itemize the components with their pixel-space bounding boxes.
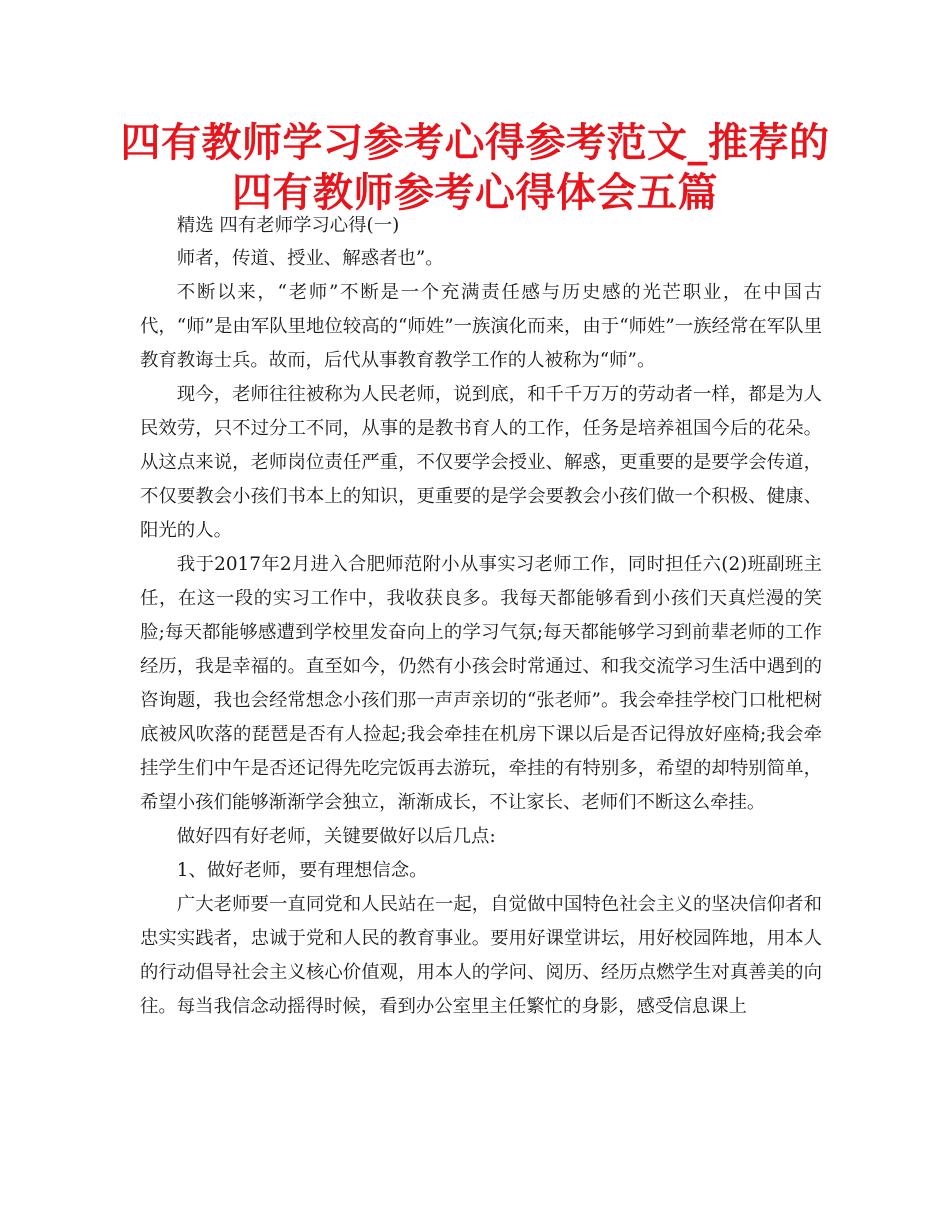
document-body <box>140 212 822 1024</box>
paragraph: 我于2017年2月进入合肥师范附小从事实习老师工作，同时担任六(2)班副班主任，在这一段的实习工作中，我收获良多。我每天都能够看到小孩们天真烂漫的笑脸;每天都能够感遭到学校里发奋向上的学习气氛;每天都能够学习到前辈老师的工作经历，我是幸福的。直至如今，仍然有小孩会时常通过、和我交流学习生活中遇到的咨询题，我也会经常想念小孩们那一声声亲切的“张老师”。我会牵挂学校门口枇杷树底被风吹落的琵琶是否有人捡起;我会牵挂在机房下课以后是否记得放好座椅;我会牵挂学生们中午是否还记得先吃完饭再去游玩，牵挂的有特别多，希望的却特别简单，希望小孩们能够渐渐学会独立，渐渐成长，不让家长、老师们不断这么牵挂。 <box>140 554 822 813</box>
paragraph: 做好四有好老师，关键要做好以后几点: <box>176 826 496 847</box>
paragraph: 1、做好老师，要有理想信念。 <box>176 860 428 881</box>
paragraph: 不断以来，“老师”不断是一个充满责任感与历史感的光芒职业，在中国古代，“师”是由军队里地位较高的“师姓”一族演化而来，由于“师姓”一族经常在军队里教育教诲士兵。故而，后代从事教育教学工作的人被称为“师”。 <box>140 282 822 371</box>
paragraph: 现今，老师往往被称为人民老师，说到底，和千千万万的劳动者一样，都是为人民效劳，只不过分工不同，从事的是教书育人的工作，任务是培养祖国今后的花朵。从这点来说，老师岗位责任严重，不仅要学会授业、解惑，更重要的是要学会传道，不仅要教会小孩们书本上的知识，更重要的是学会要教会小孩们做一个积极、健康、阳光的人。 <box>140 384 822 541</box>
paragraph: 师者，传道、授业、解惑者也”。 <box>176 248 444 269</box>
document-title: 四有教师学习参考心得参考范文_推荐的四有教师参考心得体会五篇 <box>120 120 830 216</box>
paragraph-subheading: 精选 四有老师学习心得(一) <box>176 215 400 236</box>
paragraph: 广大老师要一直同党和人民站在一起，自觉做中国特色社会主义的坚决信仰者和忠实实践者，忠诚于党和人民的教育事业。要用好课堂讲坛，用好校园阵地，用本人的行动倡导社会主义核心价值观，用本人的学问、阅历、经历点燃学生对真善美的向往。每当我信念动摇得时候，看到办公室里主任繁忙的身影，感受信息课上 <box>140 894 822 1017</box>
